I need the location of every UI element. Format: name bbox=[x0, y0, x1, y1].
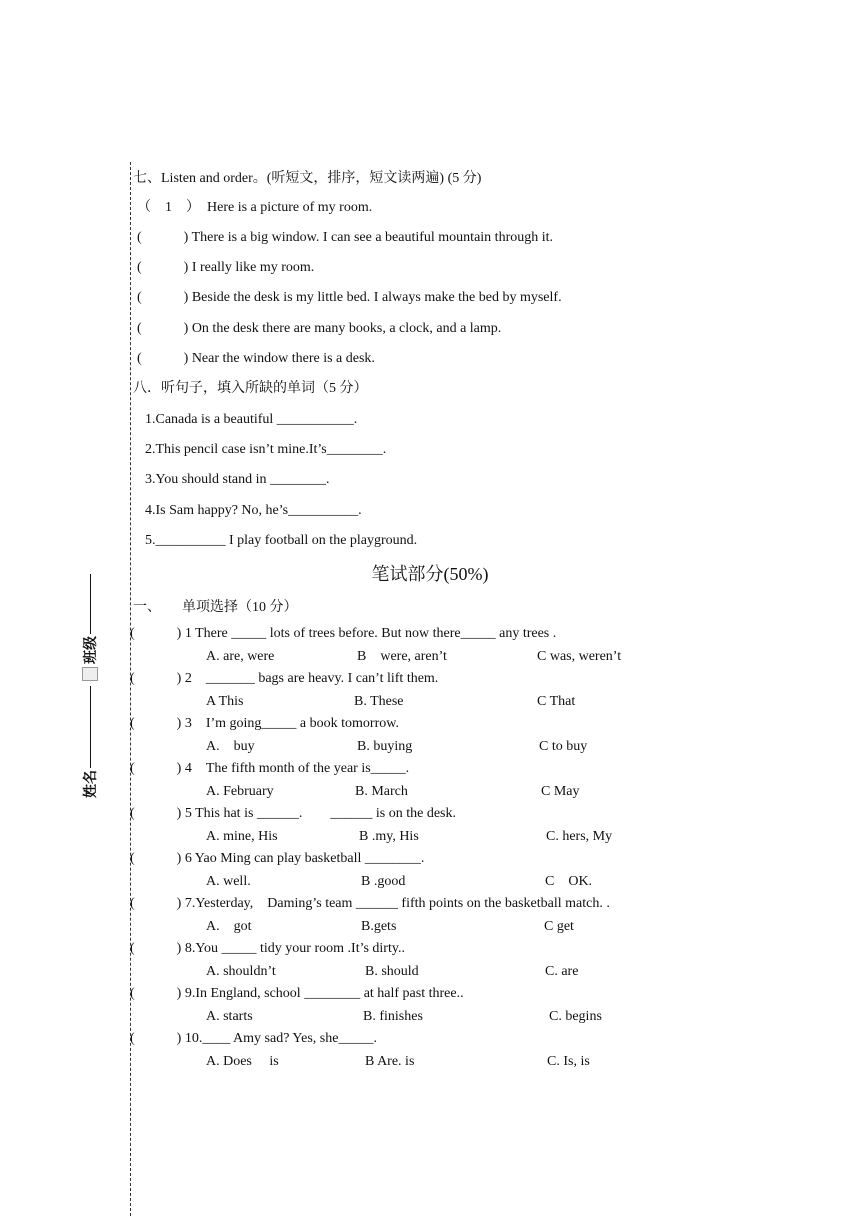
q1-option-c: C was, weren’t bbox=[537, 649, 622, 664]
q9-option-b: B. finishes bbox=[363, 1009, 423, 1024]
question-3: ( ) 3 I’m going_____ a book tomorrow. bbox=[130, 716, 399, 731]
fill-item-2: 2.This pencil case isn’t mine.It’s________. bbox=[145, 442, 387, 457]
q7-option-a: A. got bbox=[206, 919, 252, 934]
q1-option-b: B were, aren’t bbox=[357, 649, 447, 664]
small-box-icon bbox=[82, 667, 98, 681]
q4-option-b: B. March bbox=[355, 784, 408, 799]
q7-option-c: C get bbox=[544, 919, 574, 934]
fill-item-1: 1.Canada is a beautiful ___________. bbox=[145, 412, 358, 427]
question-9: ( ) 9.In England, school ________ at half past three.. bbox=[130, 986, 464, 1001]
q2-option-c: C That bbox=[537, 694, 576, 709]
binding-margin-dashed-line bbox=[130, 162, 131, 1216]
question-5: ( ) 5 This hat is ______. ______ is on the desk. bbox=[130, 806, 457, 821]
q5-option-c: C. hers, My bbox=[546, 829, 613, 844]
order-item-5: ( ) On the desk there are many books, a clock, and a lamp. bbox=[137, 321, 502, 336]
order-item-3: ( ) I really like my room. bbox=[137, 260, 315, 275]
q5-option-b: B .my, His bbox=[359, 829, 419, 844]
question-1: ( ) 1 There _____ lots of trees before. But now there_____ any trees . bbox=[130, 626, 557, 641]
q7-option-b: B.gets bbox=[361, 919, 397, 934]
question-4: ( ) 4 The fifth month of the year is_____. bbox=[130, 761, 410, 776]
order-item-6: ( ) Near the window there is a desk. bbox=[137, 351, 375, 366]
q10-option-a: A. Does is bbox=[206, 1054, 279, 1069]
q4-option-a: A. February bbox=[206, 784, 274, 799]
q1-option-a: A. are, were bbox=[206, 649, 275, 664]
fill-item-3: 3.You should stand in ________. bbox=[145, 472, 330, 487]
order-item-1: （ 1 ） Here is a picture of my room. bbox=[137, 200, 373, 215]
q2-option-b: B. These bbox=[354, 694, 404, 709]
q10-option-c: C. Is, is bbox=[547, 1054, 590, 1069]
question-6: ( ) 6 Yao Ming can play basketball ________. bbox=[130, 851, 425, 866]
q10-option-b: B Are. is bbox=[365, 1054, 415, 1069]
question-8: ( ) 8.You _____ tidy your room .It’s dirty.. bbox=[130, 941, 405, 956]
q8-option-c: C. are bbox=[545, 964, 579, 979]
q6-option-a: A. well. bbox=[206, 874, 251, 889]
q9-option-c: C. begins bbox=[549, 1009, 602, 1024]
name-blank-line bbox=[90, 686, 91, 768]
fill-item-5: 5.__________ I play football on the playground. bbox=[145, 533, 418, 548]
question-10: ( ) 10.____ Amy sad? Yes, she_____. bbox=[130, 1031, 377, 1046]
q3-option-a: A. buy bbox=[206, 739, 255, 754]
order-item-2: ( ) There is a big window. I can see a beautiful mountain through it. bbox=[137, 230, 554, 245]
q3-option-c: C to buy bbox=[539, 739, 588, 754]
q6-option-b: B .good bbox=[361, 874, 406, 889]
q9-option-a: A. starts bbox=[206, 1009, 253, 1024]
question-7: ( ) 7.Yesterday, Daming’s team ______ fifth points on the basketball match. . bbox=[130, 896, 610, 911]
q3-option-b: B. buying bbox=[357, 739, 413, 754]
q2-option-a: A This bbox=[206, 694, 244, 709]
q8-option-a: A. shouldn’t bbox=[206, 964, 276, 979]
order-item-4: ( ) Beside the desk is my little bed. I always make the bed by myself. bbox=[137, 290, 562, 305]
section7-heading: 七、Listen and order。(听短文，排序，短文读两遍) (5 分) bbox=[133, 171, 482, 186]
q8-option-b: B. should bbox=[365, 964, 419, 979]
section8-heading: 八．听句子，填入所缺的单词（5 分） bbox=[133, 381, 368, 396]
q6-option-c: C OK. bbox=[545, 874, 593, 889]
fill-item-4: 4.Is Sam happy? No, he’s__________. bbox=[145, 503, 362, 518]
class-label: 班级 bbox=[83, 636, 99, 664]
q4-option-c: C May bbox=[541, 784, 580, 799]
q5-option-a: A. mine, His bbox=[206, 829, 278, 844]
section1-heading: 一、 单项选择（10 分） bbox=[133, 600, 298, 615]
written-part-title: 笔试部分(50%) bbox=[371, 564, 489, 584]
question-2: ( ) 2 _______ bags are heavy. I can’t lift them. bbox=[130, 671, 439, 686]
name-label: 姓名 bbox=[83, 770, 99, 798]
